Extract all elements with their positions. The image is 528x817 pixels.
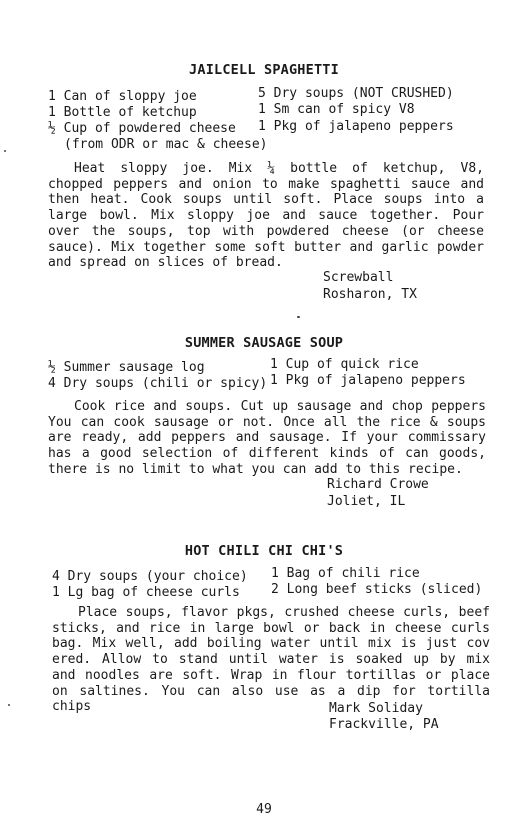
- ingredient: 1 Cup of quick rice: [270, 357, 419, 372]
- ingredient: 5 Dry soups (NOT CRUSHED): [258, 86, 454, 101]
- recipe-location: Joliet, IL: [327, 494, 406, 509]
- recipe-author: Mark Soliday: [329, 701, 423, 716]
- recipe-directions: Place soups, flavor pkgs, crushed cheese curls, beef sticks, and rice in large bowl or back in cheese curls bag. Mix well, add boiling water until mix is just cov ered. Allow to stand until water is soaked up by mix and noodles are soft. Wrap in flour tortillas or place on saltines. You can also use as a dip for tortilla chips: [52, 605, 490, 715]
- recipe-title-summer-sausage-soup: SUMMER SAUSAGE SOUP: [184, 335, 344, 351]
- ingredient: 1 Can of sloppy joe: [48, 89, 197, 104]
- recipe-author: Richard Crowe: [327, 477, 429, 492]
- ingredient: 1 Pkg of jalapeno peppers: [258, 119, 454, 134]
- ingredient-note: (from ODR or mac & cheese): [64, 137, 268, 152]
- ingredient: ½ Cup of powdered cheese: [48, 121, 236, 136]
- recipe-location: Rosharon, TX: [323, 287, 417, 302]
- print-speck: [297, 316, 300, 318]
- recipe-author: Screwball: [323, 270, 394, 285]
- recipe-location: Frackville, PA: [329, 717, 439, 732]
- ingredient: 4 Dry soups (your choice): [52, 569, 248, 584]
- ingredient: ½ Summer sausage log: [48, 360, 205, 375]
- recipe-directions: Heat sloppy joe. Mix ¼ bottle of ketchup, V8, chopped peppers and onion to make spaghetti sauce and then heat. Cook soups until soft. Place soups into a large bowl. Mix sloppy joe and sauce together. Pour over the soups, top with powdered cheese (or cheese sauce). Mix together some soft butter and garlic powder and spread on slices of bread.: [48, 161, 484, 271]
- ingredient: 4 Dry soups (chili or spicy): [48, 376, 268, 391]
- ingredient: 1 Bag of chili rice: [271, 566, 420, 581]
- ingredient: 1 Bottle of ketchup: [48, 105, 197, 120]
- ingredient: 1 Lg bag of cheese curls: [52, 585, 240, 600]
- print-speck: [4, 150, 6, 152]
- recipe-title-jailcell-spaghetti: JAILCELL SPAGHETTI: [189, 62, 339, 78]
- print-speck: [8, 704, 10, 706]
- page-number: 49: [256, 802, 272, 817]
- recipe-title-hot-chili-chi-chis: HOT CHILI CHI CHI'S: [184, 543, 344, 559]
- ingredient: 1 Pkg of jalapeno peppers: [270, 373, 466, 388]
- recipe-directions: Cook rice and soups. Cut up sausage and chop peppers You can cook sausage or not. Once all the rice & soups are ready, add peppers and sausage. If your commissary has a good selection of different kinds of can goods, there is no limit to what you can add to this recipe.: [48, 399, 486, 477]
- ingredient: 1 Sm can of spicy V8: [258, 102, 415, 117]
- ingredient: 2 Long beef sticks (sliced): [271, 582, 483, 597]
